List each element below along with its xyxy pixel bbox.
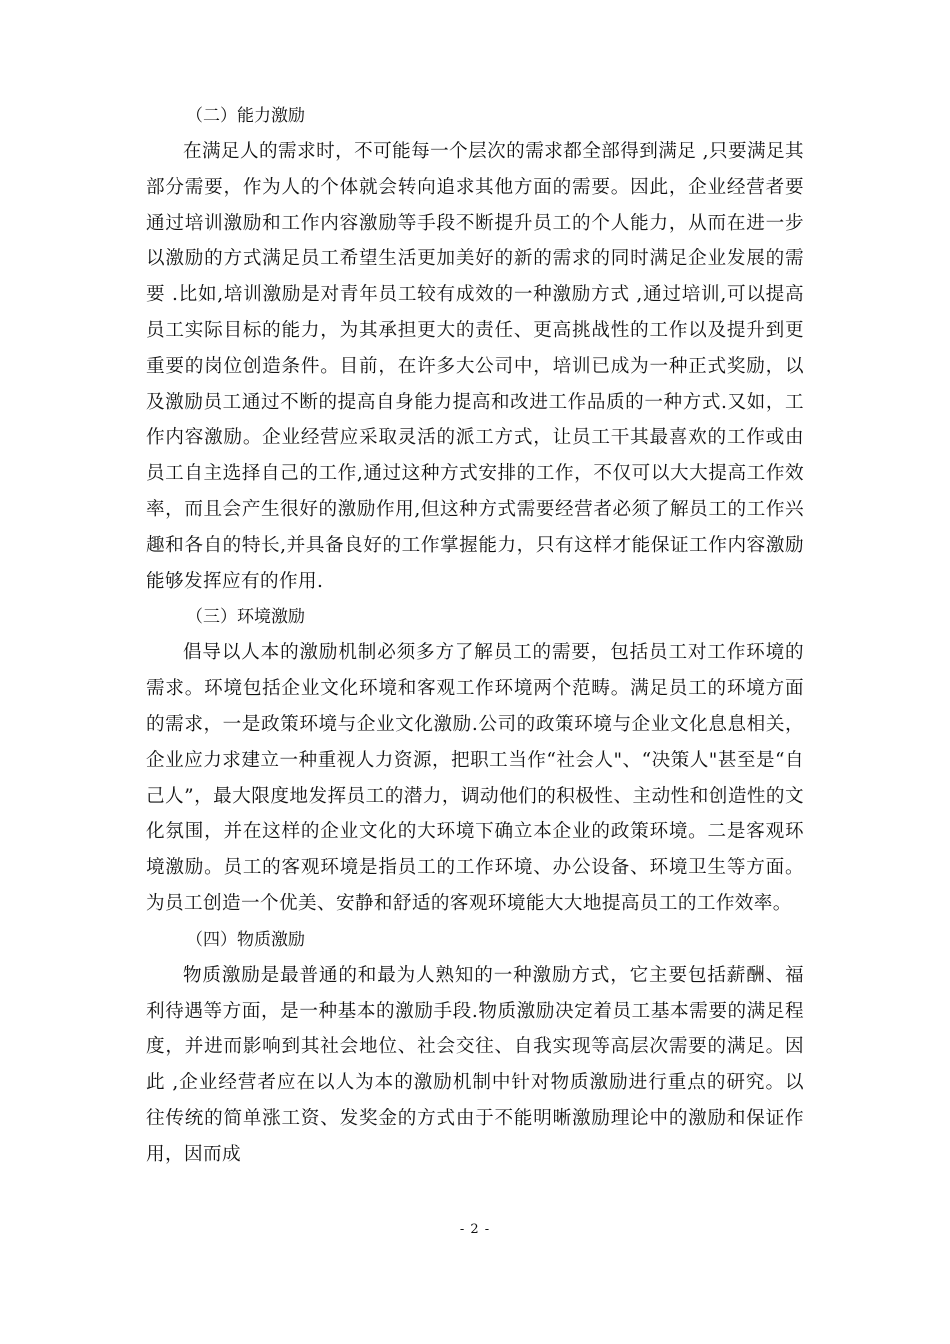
section-paragraph-environment-incentive: 倡导以人本的激励机制必须多方了解员工的需要，包括员工对工作环境的需求。环境包括企业文化环境和客观工作环境两个范畴。满足员工的环境方面的需求，一是政策环境与企业文化激励.公司的政策环境与企业文化息息相关，企业应力求建立一种重视人力资源，把职工当作“社会人"、“决策人"甚至是“自己人”，最大限度地发挥员工的潜力，调动他们的积极性、主动性和创造性的文化氛围，并在这样的企业文化的大环境下确立本企业的政策环境。二是客观环境激励。员工的客观环境是指员工的工作环境、办公设备、环境卫生等方面。为员工创造一个优美、安静和舒适的客观环境能大大地提高员工的工作效率。 [146,642,804,914]
section-heading-environment-incentive: （三）环境激励 [186,607,305,628]
page-body [146,98,804,1173]
page-number: - 2 - [459,1222,491,1237]
section-paragraph-ability-incentive: 在满足人的需求时，不可能每一个层次的需求都全部得到满足 ,只要满足其部分需要，作为人的个体就会转向追求其他方面的需要。因此，企业经营者要通过培训激励和工作内容激励等手段不断提升员工的个人能力，从而在进一步以激励的方式满足员工希望生活更加美好的新的需求的同时满足企业发展的需要 .比如,培训激励是对青年员工较有成效的一种激励方式 ,通过培训,可以提高员工实际目标的能力，为其承担更大的责任、更高挑战性的工作以及提升到更重要的岗位创造条件。目前，在许多大公司中，培训已成为一种正式奖励，以及激励员工通过不断的提高自身能力提高和改进工作品质的一种方式.又如，工作内容激励。企业经营应采取灵活的派工方式，让员工干其最喜欢的工作或由员工自主选择自己的工作,通过这种方式安排的工作，不仅可以大大提高工作效率，而且会产生很好的激励作用,但这种方式需要经营者必须了解员工的工作兴趣和各自的特长,并具备良好的工作掌握能力，只有这样才能保证工作内容激励能够发挥应有的作用. [146,141,804,592]
section-heading-ability-incentive: （二）能力激励 [186,106,305,126]
section-paragraph-material-incentive: 物质激励是最普通的和最为人熟知的一种激励方式，它主要包括薪酬、福利待遇等方面，是一种基本的激励手段.物质激励决定着员工基本需要的满足程度，并进而影响到其社会地位、社会交往、自我实现等高层次需要的满足。因此 ,企业经营者应在以人为本的激励机制中针对物质激励进行重点的研究。以往传统的简单涨工资、发奖金的方式由于不能明晰激励理论中的激励和保证作用，因而成 [146,964,804,1165]
section-heading-material-incentive: （四）物质激励 [186,929,305,950]
